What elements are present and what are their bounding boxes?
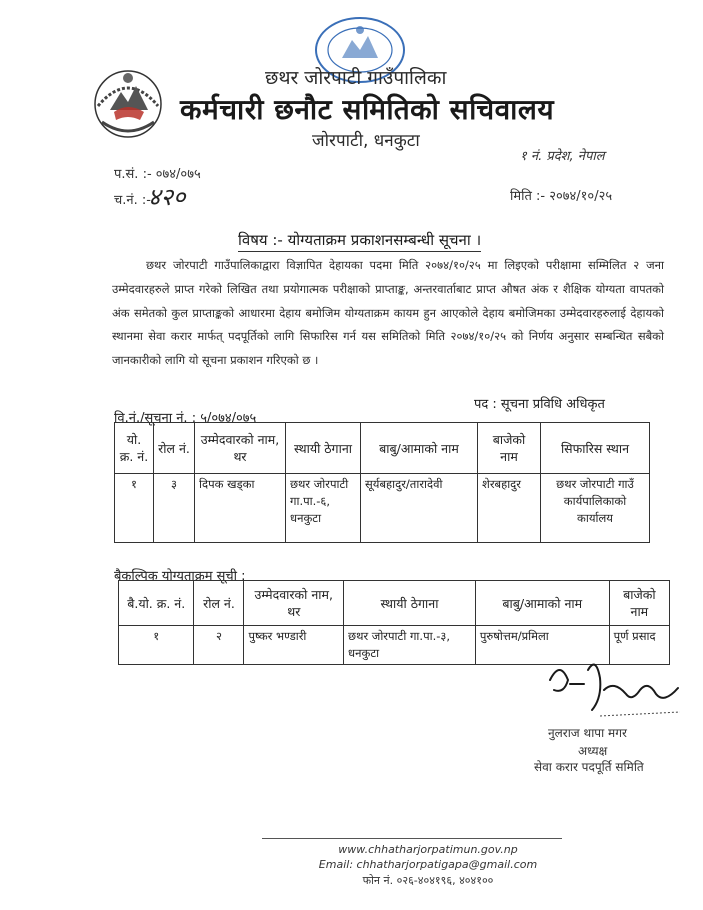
table-header-row xyxy=(115,423,650,474)
signatory-role: अध्यक्ष xyxy=(578,744,608,758)
col-header: यो. क्र. नं. xyxy=(115,423,154,474)
letter-ps-number: प.सं. :- ०७४/०७५ xyxy=(114,167,201,182)
province-label: १ नं. प्रदेश, नेपाल xyxy=(520,149,605,164)
table-cell: छथर जोरपाटी गा.पा.-६, धनकुटा xyxy=(286,474,361,543)
notice-body: छथर जोरपाटी गाउँपालिकाद्वारा विज्ञापित देहायका पदमा मिति २०७४/१०/२५ मा लिइएको परीक्षामा सम्मिलित २ जना उम्मेदवारहरुले प्राप्त गरेको लिखित तथा प्रयोगात्मक परीक्षाको प्राप्ताङ्क, अन्तरवार्ताबाट प्राप्त औषत अंक र शैक्षिक योग्यता वापतको अंक समेतको कुल प्राप्ताङ्कको आधारमा देहाय बमोजिम योग्यताक्रम कायम हुन आएकोले देहाय बमोजिमका उम्मेदवारहरुलाई देहायको स्थानमा सेवा करार मार्फत् पदपूर्तिको लागि सिफारिस गर्न यस समितिको मिति २०७४/१०/२५ को निर्णय अनुसार सम्बन्धित सबैको जानकारीको लागि यो सूचना प्रकाशन गरिएको छ । xyxy=(112,258,664,368)
col-header: उम्मेदवारको नाम, थर xyxy=(244,581,344,626)
dispatch-number-handwritten: ४२० xyxy=(148,183,186,211)
subject-line: विषय :- योग्यताक्रम प्रकाशनसम्बन्धी सूचना । xyxy=(238,230,481,252)
table-cell: दिपक खड्का xyxy=(195,474,286,543)
table-cell: पुष्कर भण्डारी xyxy=(244,626,344,665)
table-cell: पुरुषोत्तम/प्रमिला xyxy=(475,626,609,665)
table-cell: २ xyxy=(194,626,244,665)
office-address: जोरपाटी, धनकुटा xyxy=(312,131,420,151)
notice-number: वि.नं./सूचना नं. : ५/०७४/०७५ xyxy=(114,411,257,426)
table-cell: पूर्ण प्रसाद xyxy=(609,626,669,665)
col-header: स्थायी ठेगाना xyxy=(344,581,476,626)
table-cell: १ xyxy=(115,474,154,543)
footer-website: www.chhatharjorpatimun.gov.np xyxy=(338,843,518,856)
col-header: सिफारिस स्थान xyxy=(541,423,650,474)
col-header: स्थायी ठेगाना xyxy=(286,423,361,474)
footer-email: Email: chhatharjorpatigapa@gmail.com xyxy=(318,858,538,871)
col-header: बै.यो. क्र. नं. xyxy=(119,581,194,626)
table-cell: शेरबहादुर xyxy=(478,474,541,543)
table-cell: सूर्यबहादुर/तारादेवी xyxy=(361,474,478,543)
merit-list-table xyxy=(114,422,650,543)
footer-divider xyxy=(262,838,562,839)
table-cell: ३ xyxy=(154,474,195,543)
dispatch-number-label: च.नं. :- xyxy=(114,193,151,208)
table-cell: १ xyxy=(119,626,194,665)
post-title: पद : सूचना प्रविधि अधिकृत xyxy=(474,397,605,412)
nepal-emblem-icon xyxy=(88,62,168,142)
signatory-name: नुलराज थापा मगर xyxy=(548,726,627,740)
col-header: उम्मेदवारको नाम, थर xyxy=(195,423,286,474)
col-header: रोल नं. xyxy=(154,423,195,474)
table-row xyxy=(115,474,650,543)
table-cell: छथर जोरपाटी गा.पा.-३, धनकुटा xyxy=(344,626,476,665)
table-cell: छथर जोरपाटी गाउँ कार्यपालिकाको कार्यालय xyxy=(541,474,650,543)
col-header: बाजेको नाम xyxy=(478,423,541,474)
signatory-committee: सेवा करार पदपूर्ति समिति xyxy=(534,760,644,774)
footer-phone: फोन नं. ०२६-४०४१९६, ४०४१०० xyxy=(362,874,494,887)
letter-date: मिति :- २०७४/१०/२५ xyxy=(510,189,613,204)
table-header-row xyxy=(119,581,670,626)
signature-icon xyxy=(540,650,690,726)
office-name: छथर जोरपाटी गाउँपालिका xyxy=(265,67,447,89)
alternate-list-title: बैकल्पिक योग्यताक्रम सूची : xyxy=(114,569,246,584)
col-header: बाबु/आमाको नाम xyxy=(475,581,609,626)
col-header: रोल नं. xyxy=(194,581,244,626)
col-header: बाबु/आमाको नाम xyxy=(361,423,478,474)
secretariat-title: कर्मचारी छनौट समितिको सचिवालय xyxy=(180,93,555,126)
col-header: बाजेको नाम xyxy=(609,581,669,626)
